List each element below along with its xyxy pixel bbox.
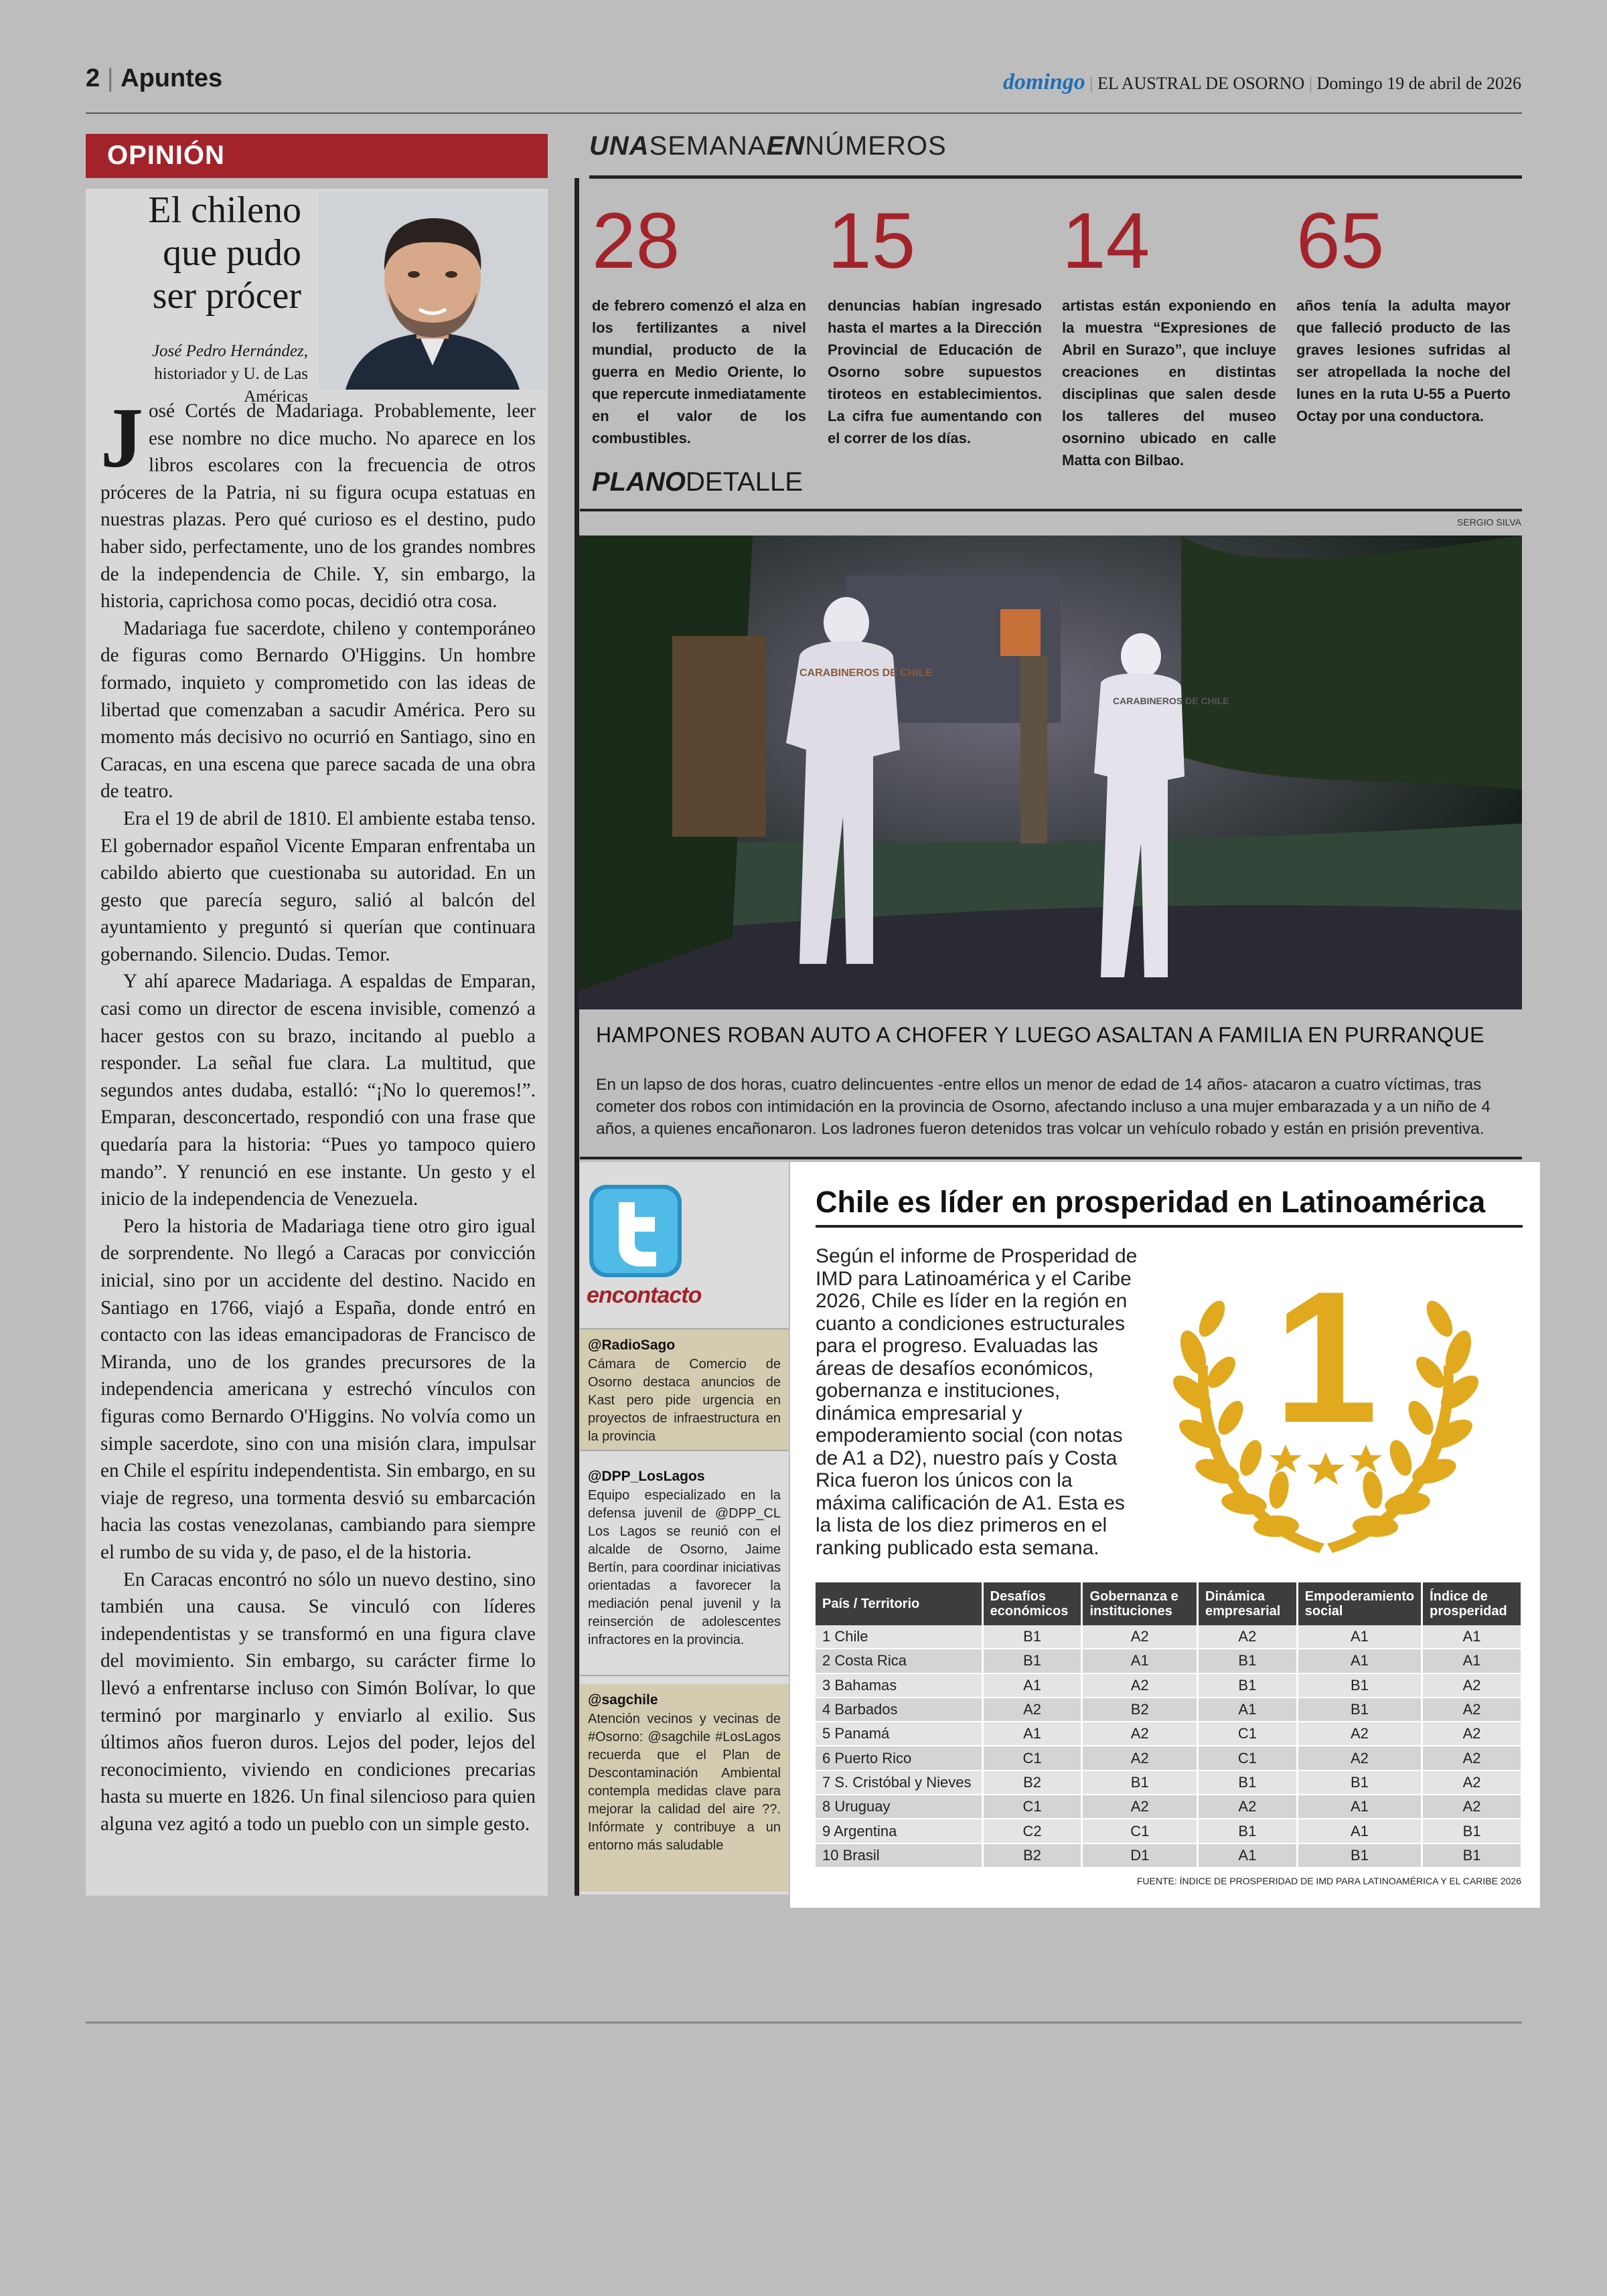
author-photo	[319, 191, 546, 390]
suit-label: CARABINEROS DE CHILE	[1113, 695, 1229, 706]
rating-cell: B1	[1297, 1698, 1422, 1722]
rating-cell: A2	[1422, 1746, 1522, 1770]
country-cell: 3 Bahamas	[816, 1673, 982, 1698]
tweet-text: Atención vecinos y vecinas de #Osorno: @sagchile #LosLagos recuerda que el Plan de Descontaminación Ambiental contempla medidas clave para mejorar la calidad del aire ??. Infórmate y contribuye a un entorno más saludable	[588, 1712, 781, 1853]
week-number-text: artistas están exponiendo en la muestra “Expresiones de Abril en Surazo”, que incluye creaciones en distintas disciplinas que salen desde los talleres del museo osornino ubicado en calle Matta con Bilbao.	[1062, 297, 1276, 469]
rating-cell: A1	[1082, 1649, 1198, 1673]
table-header-row	[816, 1582, 1522, 1625]
brand-name: domingo	[1002, 70, 1085, 94]
table-row	[816, 1649, 1522, 1673]
masthead-info: domingo | EL AUSTRAL DE OSORNO | Domingo 19 de abril de 2026	[1002, 70, 1521, 94]
rating-cell: B1	[1198, 1673, 1298, 1698]
author-role: , historiador y U. de Las Américas	[154, 342, 308, 406]
table-row	[816, 1625, 1522, 1649]
opinion-label-bar	[86, 134, 548, 178]
prosperity-rule	[816, 1225, 1523, 1228]
rating-cell: A1	[1198, 1698, 1298, 1722]
plano-detalle-title: PLANODETALLE	[592, 467, 803, 497]
week-number-text: años tenía la adulta mayor que falleció producto de las graves lesiones sufridas al ser atropellada la noche del lunes en la ruta U-55 a Puerto Octay por una conductora.	[1296, 297, 1511, 424]
rating-cell: A2	[1297, 1746, 1422, 1770]
tweet-handle: @DPP_LosLagos	[588, 1469, 705, 1484]
rating-cell: C1	[982, 1746, 1082, 1770]
country-cell: 2 Costa Rica	[816, 1649, 982, 1673]
news-text: En un lapso de dos horas, cuatro delincuentes -entre ellos un menor de edad de 14 años- atacaron a cuatro víctimas, tras cometer dos robos con intimidación en la provincia de Osorno, afectando incluso a una mujer embarazada y a un niño de 4 años, a quienes encañonaron. Los ladrones fueron detenidos tras volcar un vehículo robado y están en prisión preventiva.	[596, 1076, 1491, 1138]
rating-cell: B1	[1297, 1843, 1422, 1868]
table-source: FUENTE: ÍNDICE DE PROSPERIDAD DE IMD PARA LATINOAMÉRICA Y EL CARIBE 2026	[1136, 1876, 1521, 1886]
contacto-label: encontacto	[587, 1283, 702, 1308]
tweet-text: Cámara de Comercio de Osorno destaca anuncios de Kast pero pide urgencia en proyectos de infraestructura en la provincia	[588, 1357, 781, 1444]
prosperity-table	[816, 1582, 1523, 1868]
rating-cell: A1	[1422, 1649, 1522, 1673]
tweet-handle: @RadioSago	[588, 1337, 676, 1353]
rating-cell: C1	[1198, 1722, 1298, 1746]
rating-cell: A1	[1422, 1625, 1522, 1649]
opinion-paragraph: Pero la historia de Madariaga tiene otro giro igual de sorprendente. No llegó a Caracas por convicción inicial, sino por un accidente del destino. Nacido en Santiago en 1766, viajó a España, donde entró en contacto con las ideas emancipadoras de Francisco de Miranda, uno de los grandes precursores de la independencia americana y estrechó vínculos con figuras como Bernardo O'Higgins. No volvía como un simple sacerdote, sino con una misión clara, impulsar en Chile el espíritu independentista. Sin embargo, en su viaje de regreso, una tormenta desvió su embarcación hacia las costas venezolanas, cambiando para siempre el rumbo de su vida y, de paso, el de la historia.	[100, 1215, 536, 1563]
section-name: Apuntes	[121, 64, 223, 92]
opinion-label: OPINIÓN	[107, 141, 225, 170]
prosperity-title: Chile es líder en prosperidad en Latinoamérica	[816, 1185, 1486, 1219]
column-header: Desafíos económicos	[982, 1582, 1082, 1625]
rating-cell: B1	[1297, 1673, 1422, 1698]
column-header: Índice de prosperidad	[1422, 1582, 1522, 1625]
country-cell: 9 Argentina	[816, 1819, 982, 1843]
laurel-medal-icon	[1152, 1245, 1500, 1566]
rating-cell: A1	[1297, 1649, 1422, 1673]
rating-cell: A2	[1082, 1795, 1198, 1819]
rating-cell: B1	[1082, 1771, 1198, 1795]
contacto-separator	[580, 1675, 789, 1676]
plano-rule	[580, 509, 1522, 511]
table-row	[816, 1698, 1522, 1722]
week-number-text: de febrero comenzó el alza en los fertilizantes a nivel mundial, producto de la guerra en Medio Oriente, lo que repercute inmediatamente en el valor de los combustibles.	[592, 297, 806, 446]
plano-bottom-rule	[580, 1157, 1522, 1159]
rating-cell: C1	[1198, 1746, 1298, 1770]
column-header: Empoderamiento social	[1297, 1582, 1422, 1625]
rating-cell: B1	[982, 1625, 1082, 1649]
week-numbers-title: UNASEMANAENNÚMEROS	[589, 131, 947, 161]
issue-date: Domingo 19 de abril de 2026	[1316, 74, 1521, 93]
rating-cell: A1	[982, 1722, 1082, 1746]
page-section-header: 2 | Apuntes	[86, 64, 223, 92]
rating-cell: A2	[1422, 1673, 1522, 1698]
table-row	[816, 1771, 1522, 1795]
rating-cell: B1	[1422, 1819, 1522, 1843]
week-number: 28	[592, 197, 680, 285]
tweet-handle: @sagchile	[588, 1692, 658, 1708]
rating-cell: A2	[1198, 1625, 1298, 1649]
table-row	[816, 1795, 1522, 1819]
twitter-icon	[587, 1182, 684, 1280]
rating-cell: A1	[1297, 1795, 1422, 1819]
country-cell: 10 Brasil	[816, 1843, 982, 1868]
rating-cell: B1	[1198, 1819, 1298, 1843]
rating-cell: A2	[1297, 1722, 1422, 1746]
rating-cell: B1	[982, 1649, 1082, 1673]
tweet-item	[580, 1461, 789, 1672]
opinion-body	[100, 390, 536, 1837]
column-divider	[575, 178, 579, 1896]
column-header: País / Territorio	[816, 1582, 982, 1625]
rating-cell: A2	[1198, 1795, 1298, 1819]
rating-cell: B1	[1422, 1843, 1522, 1868]
rating-cell: B2	[982, 1843, 1082, 1868]
rating-cell: A2	[1082, 1673, 1198, 1698]
rating-cell: B2	[1082, 1698, 1198, 1722]
country-cell: 8 Uruguay	[816, 1795, 982, 1819]
country-cell: 1 Chile	[816, 1625, 982, 1649]
news-headline: HAMPONES ROBAN AUTO A CHOFER Y LUEGO ASALTAN A FAMILIA EN PURRANQUE	[596, 1023, 1484, 1047]
rating-cell: C1	[982, 1795, 1082, 1819]
opinion-title-line: El chileno	[148, 189, 301, 231]
country-cell: 4 Barbados	[816, 1698, 982, 1722]
opinion-paragraph: En Caracas encontró no sólo un nuevo destino, sino también una causa. Se vinculó con líderes independentistas y se transformó en una figura clave del movimiento. Sin embargo, su carácter firme lo llevó a enfrentarse incluso con Simón Bolívar, lo que terminó por marginarlo y enviarlo al exilio. Sus últimos años fueron duros. Lejos del poder, lejos del reconocimiento, viviendo en condiciones precarias hasta su muerte en 1826. Un final silencioso para quien alguna vez agitó a todo un pueblo con un simple gesto.	[100, 1568, 536, 1835]
week-number: 14	[1062, 197, 1150, 285]
rating-cell: A2	[1422, 1771, 1522, 1795]
table-row	[816, 1746, 1522, 1770]
rating-cell: A1	[1297, 1819, 1422, 1843]
rating-cell: A2	[1422, 1795, 1522, 1819]
week-number-text: denuncias habían ingresado hasta el martes a la Dirección Provincial de Educación de Osorno sobre supuestos tiroteos en establecimientos. La cifra fue aumentando con el correr de los días.	[828, 297, 1042, 446]
rating-cell: A2	[1082, 1746, 1198, 1770]
medal-number: 1	[1274, 1253, 1378, 1462]
opinion-paragraph: Y ahí aparece Madariaga. A espaldas de Emparan, casi como un director de escena invisible, comenzó a hacer gestos con su brazo, incitando al pueblo a responder. La señal fue clara. La multitud, que segundos antes dudaba, estalló: “¡No lo queremos!”. Emparan, desconcertado, respondió con una frase que quedaría para la historia: “Pues yo tampoco quiero mando”. Y renunció en ese instante. Un gesto y el inicio de la independencia de Venezuela.	[100, 971, 536, 1210]
rating-cell: C1	[1082, 1819, 1198, 1843]
rating-cell: B2	[982, 1771, 1082, 1795]
header-rule	[86, 112, 1522, 114]
rating-cell: A1	[1297, 1625, 1422, 1649]
newspaper-name: EL AUSTRAL DE OSORNO	[1097, 74, 1305, 93]
rating-cell: A1	[982, 1673, 1082, 1698]
crime-scene-photo	[579, 536, 1522, 1009]
column-header: Dinámica empresarial	[1198, 1582, 1298, 1625]
tweet-text: Equipo especializado en la defensa juvenil de @DPP_CL Los Lagos se reunió con el alcalde de Osorno, Jaime Bertín, para coordinar iniciativas orientadas a favorecer la mediación penal juvenil y la reinserción de adolescentes infractores en la provincia.	[588, 1488, 781, 1647]
table-row	[816, 1843, 1522, 1868]
rating-cell: C2	[982, 1819, 1082, 1843]
table-row	[816, 1673, 1522, 1698]
drop-cap: J	[100, 390, 143, 485]
table-row	[816, 1819, 1522, 1843]
photo-credit: SERGIO SILVA	[1457, 517, 1521, 527]
opinion-title-line: ser prócer	[152, 275, 301, 317]
opinion-paragraph: Madariaga fue sacerdote, chileno y contemporáneo de figuras como Bernardo O'Higgins. Un hombre formado, inquieto y comprometido con las ideas de libertad que comenzaban a sacudir América. Pero su momento más decisivo no ocurrió en Santiago, sino en Caracas, en una escena que parece sacada de una obra de teatro.	[100, 617, 536, 803]
week-number: 65	[1296, 197, 1385, 285]
rating-cell: A2	[982, 1698, 1082, 1722]
opinion-title-line: que pudo	[163, 232, 301, 274]
rating-cell: B1	[1198, 1649, 1298, 1673]
table-row	[816, 1722, 1522, 1746]
rating-cell: B1	[1198, 1771, 1298, 1795]
contacto-separator	[580, 1450, 789, 1451]
page-number: 2	[86, 64, 100, 92]
footer-rule	[86, 2022, 1522, 2024]
rating-cell: D1	[1082, 1843, 1198, 1868]
suit-label: CARABINEROS DE CHILE	[799, 667, 933, 679]
opinion-paragraph: Era el 19 de abril de 1810. El ambiente estaba tenso. El gobernador español Vicente Emparan enfrentaba un cabildo abierto que cuestionaba su autoridad. En un gesto que parecía seguro, salió al balcón del ayuntamiento y preguntó si querían que continuara gobernando. Silencio. Dudas. Temor.	[100, 807, 536, 965]
rating-cell: A2	[1082, 1625, 1198, 1649]
country-cell: 7 S. Cristóbal y Nieves	[816, 1771, 982, 1795]
author-name: José Pedro Hernández	[151, 342, 304, 360]
rating-cell: A2	[1422, 1698, 1522, 1722]
week-rule	[589, 175, 1522, 179]
week-number: 15	[828, 197, 916, 285]
opinion-paragraph: José Cortés de Madariaga. Probablemente, leer ese nombre no dice mucho. No aparece en los libros escolares con la frecuencia de otros próceres de la Patria, ni su figura ocupa estatuas en nuestras plazas. Pero qué curioso es el destino, pudo haber sido, perfectamente, uno de los grandes nombres de la independencia de Chile. Y, sin embargo, la historia, caprichosa como pocas, decidió otra cosa.	[100, 390, 536, 612]
opinion-title	[100, 189, 301, 317]
country-cell: 5 Panamá	[816, 1722, 982, 1746]
rating-cell: A2	[1422, 1722, 1522, 1746]
tweet-item	[580, 1684, 789, 1892]
rating-cell: A1	[1198, 1843, 1298, 1868]
rating-cell: A2	[1082, 1722, 1198, 1746]
prosperity-intro: Según el informe de Prosperidad de IMD para Latinoamérica y el Caribe 2026, Chile es líder en la región en cuanto a condiciones estructurales para el progreso. Evaluadas las áreas de desafíos económicos, gobernanza e instituciones, dinámica empresarial y empoderamiento social (con notas de A1 a D2), nuestro país y Costa Rica fueron los únicos con la máxima calificación de A1. Esta es la lista de los diez primeros en el ranking publicado esta semana.	[816, 1245, 1138, 1559]
tweet-item	[580, 1329, 789, 1450]
rating-cell: B1	[1297, 1771, 1422, 1795]
country-cell: 6 Puerto Rico	[816, 1746, 982, 1770]
column-header: Gobernanza e instituciones	[1082, 1582, 1198, 1625]
